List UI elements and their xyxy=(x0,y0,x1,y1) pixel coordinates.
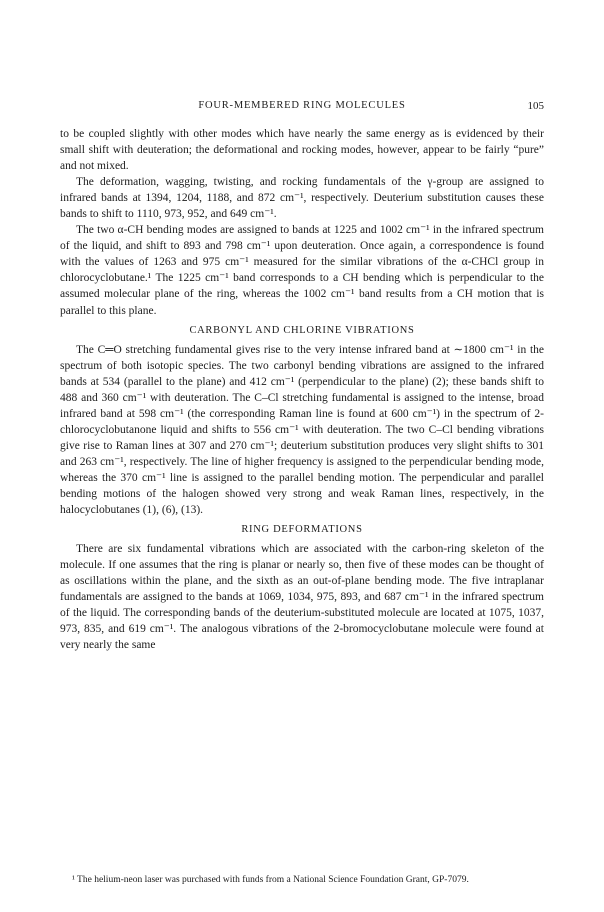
footnote xyxy=(60,874,544,887)
footnote-text: ¹ The helium-neon laser was purchased with funds from a National Science Foundation Grant, GP-7079. xyxy=(72,875,469,885)
paragraph: There are six fundamental vibrations which are associated with the carbon-ring skeleton of the molecule. If one assumes that the ring is planar or nearly so, then five of these modes can be thought of as oscillations within the plane, and the sixth as an out-of-plane bending mode. The five intraplanar fundamentals are assigned to the bands at 1069, 1034, 975, 893, and 687 cm⁻¹ in the infrared spectrum of the liquid. The corresponding bands of the deuterium-substituted molecule are located at 1075, 1037, 973, 835, and 619 cm⁻¹. The analogous vibrations of the 2-bromocyclobutane molecule were found at very nearly the same xyxy=(60,543,544,652)
section-heading-carbonyl: CARBONYL AND CHLORINE VIBRATIONS xyxy=(189,324,415,336)
section-heading-ring: RING DEFORMATIONS xyxy=(241,524,363,536)
paragraph: The deformation, wagging, twisting, and rocking fundamentals of the γ-group are assigned to infrared bands at 1394, 1204, 1188, and 872 cm⁻¹, respectively. Deuterium substitution causes these bands to shift to 1110, 973, 952, and 649 cm⁻¹. xyxy=(60,176,544,221)
body-text xyxy=(60,126,544,654)
running-title: FOUR-MEMBERED RING MOLECULES xyxy=(198,100,406,111)
paragraph: The C═O stretching fundamental gives rise to the very intense infrared band at ∼1800 cm⁻¹ in the spectrum of both isotopic species. The two carbonyl bending vibrations are assigned to the infrared bands at 534 (parallel to the plane) and 412 cm⁻¹ (perpendicular to the plane) (2); these bands shift to 488 and 360 cm⁻¹ with deuteration. The C–Cl stretching fundamental is assigned to the intense, broad infrared band at 598 cm⁻¹ (the corresponding Raman line is found at 600 cm⁻¹) in the spectrum of 2-chlorocyclobutanone liquid and shifts to 556 cm⁻¹ with deuteration. The two C–Cl bending vibrations give rise to Raman lines at 307 and 270 cm⁻¹; deuterium substitution produces very slight shifts to 301 and 263 cm⁻¹, respectively. The line of higher frequency is assigned to the perpendicular bending mode, whereas the 370 cm⁻¹ line is assigned to the parallel bending motion. The perpendicular and parallel bending motions of the halogen showed very strong and weak Raman lines, respectively, in the halocyclobutanes (1), (6), (13). xyxy=(60,343,544,517)
page-header xyxy=(60,100,544,116)
page-number: 105 xyxy=(527,100,544,112)
paragraph: to be coupled slightly with other modes which have nearly the same energy as is evidenced by their small shift with deuteration; the deformational and rocking modes, however, appear to be fairly “pure” and not mixed. xyxy=(60,128,544,173)
paragraph: The two α-CH bending modes are assigned to bands at 1225 and 1002 cm⁻¹ in the infrared spectrum of the liquid, and shift to 893 and 798 cm⁻¹ upon deuteration. Once again, a correspondence is found with the values of 1263 and 975 cm⁻¹ measured for the similar vibrations of the α-CHCl group in chlorocyclobutane.¹ The 1225 cm⁻¹ band corresponds to a CH bending which is perpendicular to the assumed molecular plane of the ring, whereas the 1002 cm⁻¹ band results from a CH motion that is parallel to this plane. xyxy=(60,224,544,317)
